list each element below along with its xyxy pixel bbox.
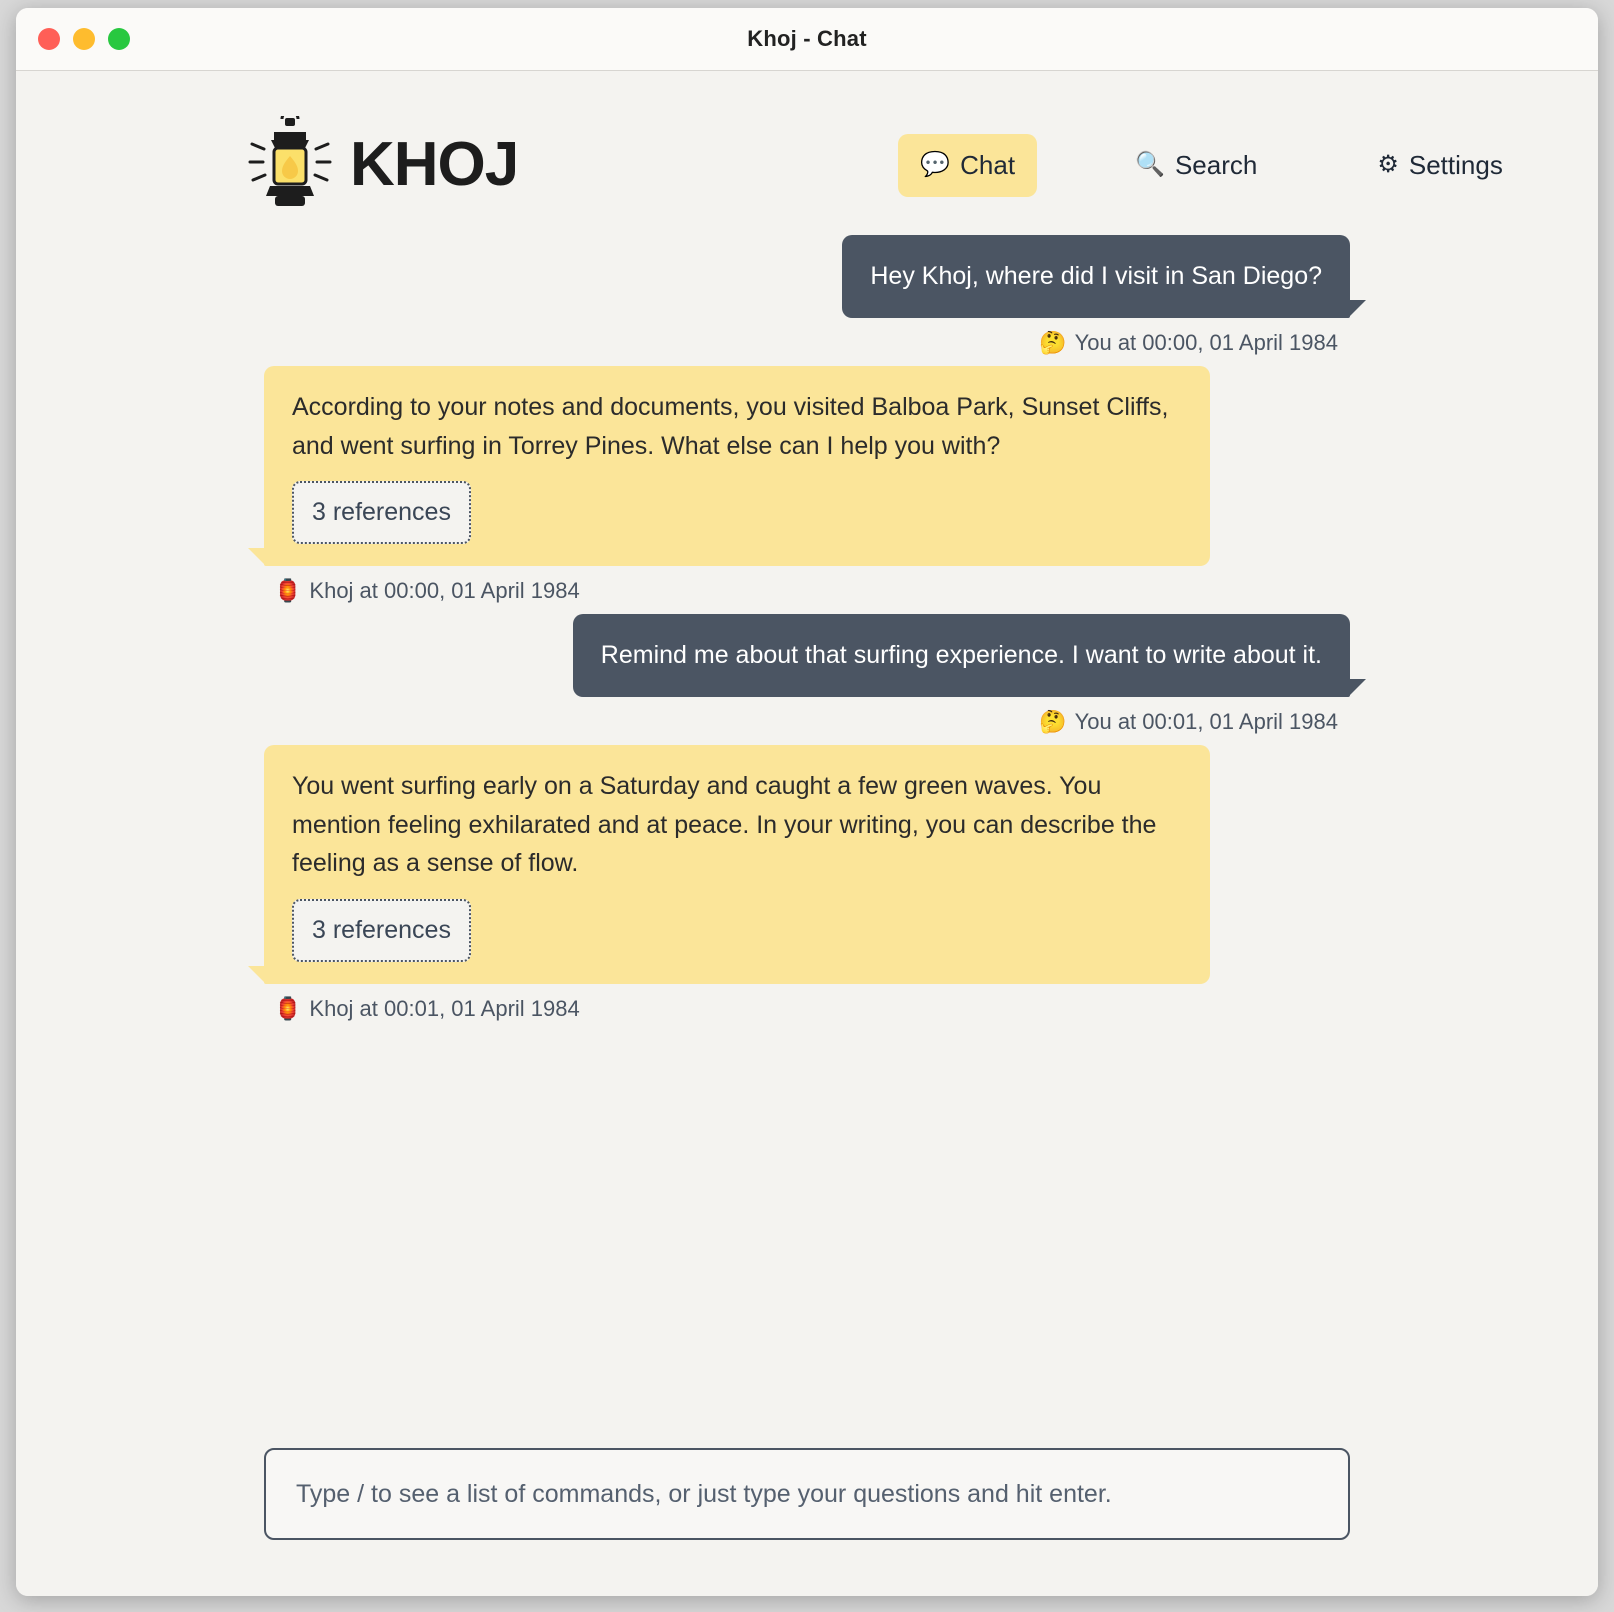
maximize-button[interactable] (108, 28, 130, 50)
message-text: According to your notes and documents, you visited Balboa Park, Sunset Cliffs, and went surfing in Torrey Pines. What else can I help you with? (292, 392, 1169, 460)
app-content (16, 71, 1598, 1596)
chat-message (264, 235, 1350, 356)
message-text: You went surfing early on a Saturday and caught a few green waves. You mention feeling exhilarated and at peace. In your writing, you can describe the feeling as a sense of flow. (292, 771, 1157, 878)
message-bubble-user: Hey Khoj, where did I visit in San Diego? (842, 235, 1350, 318)
window-title: Khoj - Chat (747, 26, 867, 51)
tab-search-label: Search (1174, 149, 1258, 180)
close-button[interactable] (38, 28, 60, 50)
brand-wordmark: KHOJ (350, 130, 519, 199)
tab-chat-label: Chat (960, 149, 1016, 180)
tab-search[interactable] (1113, 134, 1279, 197)
minimize-button[interactable] (73, 28, 95, 50)
composer (16, 1448, 1598, 1596)
chat-message (264, 614, 1350, 735)
tab-chat[interactable] (898, 134, 1037, 197)
app-window (16, 8, 1598, 1596)
message-meta (274, 996, 580, 1022)
message-meta (1039, 709, 1338, 735)
message-meta-text: You at 00:00, 01 April 1984 (1074, 329, 1338, 355)
message-meta-text: Khoj at 00:01, 01 April 1984 (309, 995, 580, 1021)
tab-settings-label: Settings (1408, 149, 1503, 180)
transcript-spacer (16, 1240, 1598, 1448)
chat-message (264, 745, 1350, 1022)
lantern-icon (244, 116, 336, 214)
message-meta-text: Khoj at 00:00, 01 April 1984 (309, 578, 580, 603)
title-bar (16, 8, 1598, 71)
lantern-emoji-icon: 🏮 (274, 578, 302, 603)
header (16, 71, 1598, 235)
message-meta-text: You at 00:01, 01 April 1984 (1074, 708, 1338, 734)
thinking-face-icon: 🤔 (1039, 708, 1067, 734)
thinking-face-icon: 🤔 (1039, 329, 1067, 355)
message-bubble-user: Remind me about that surfing experience. I want to write about it. (573, 614, 1350, 697)
chat-input[interactable] (264, 1448, 1350, 1540)
tab-settings[interactable] (1355, 134, 1524, 197)
message-meta (1039, 330, 1338, 356)
chat-message (264, 366, 1350, 604)
main-nav (898, 134, 1525, 197)
references-button[interactable]: 3 references (292, 481, 471, 544)
gear-icon: ⚙ (1377, 151, 1399, 178)
brand-logo[interactable] (244, 116, 518, 214)
lantern-emoji-icon: 🏮 (274, 995, 302, 1021)
magnifier-icon: 🔍 (1135, 151, 1165, 178)
window-controls[interactable] (38, 8, 130, 70)
message-bubble-khoj (264, 366, 1210, 566)
speech-bubble-icon: 💬 (920, 151, 951, 178)
message-meta (274, 578, 580, 604)
chat-transcript[interactable] (16, 235, 1598, 1240)
message-bubble-khoj (264, 745, 1210, 984)
references-button[interactable]: 3 references (292, 899, 471, 962)
